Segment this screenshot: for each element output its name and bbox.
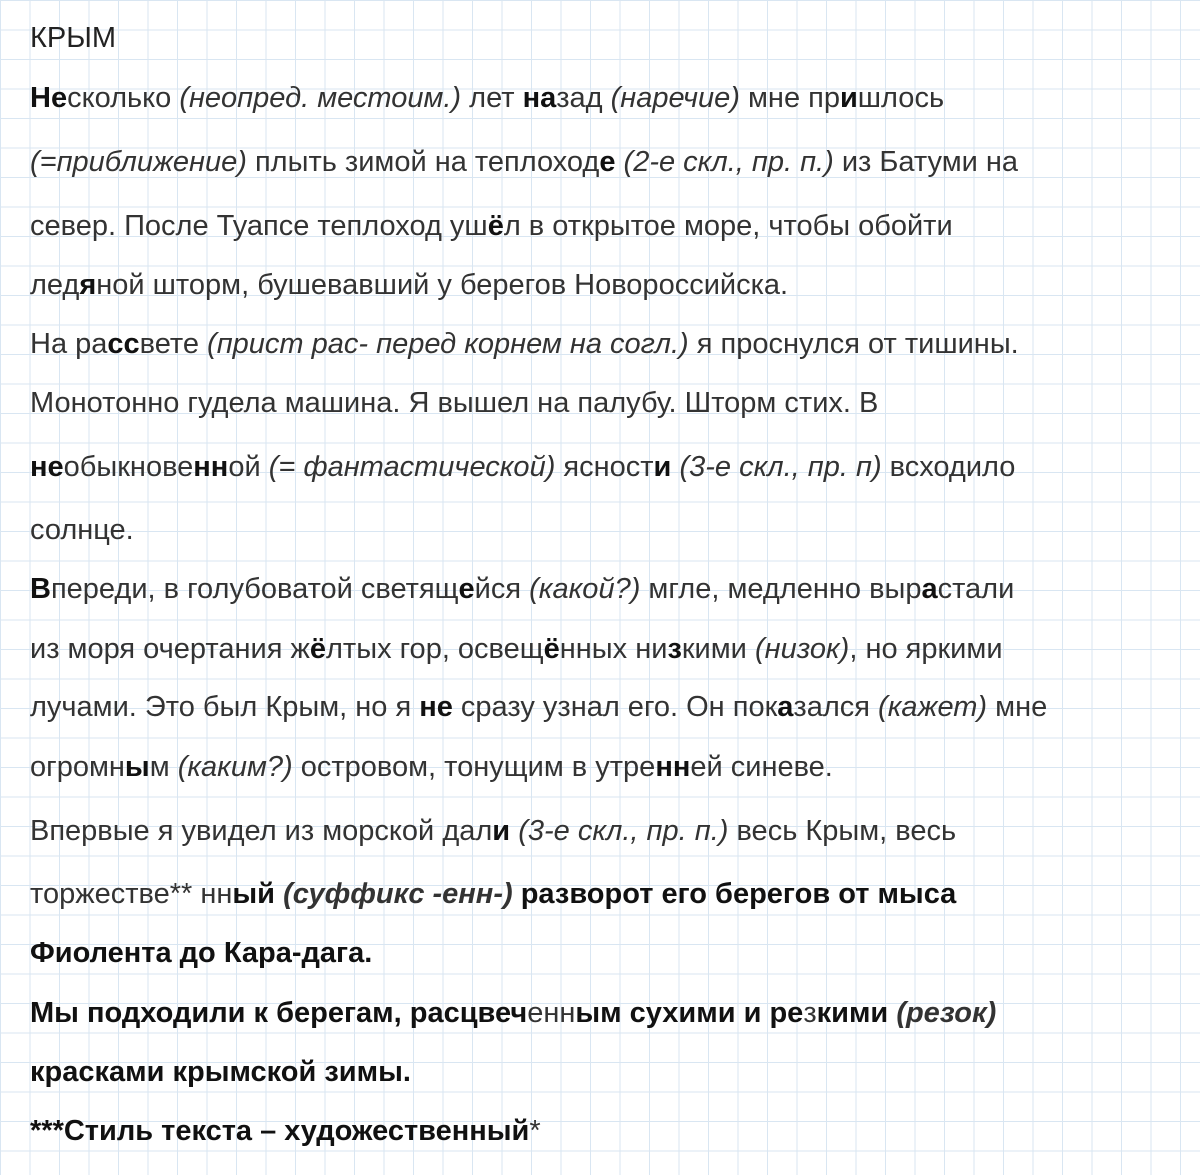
grammar-note: (неопред. местоим.) (179, 82, 462, 114)
highlighted-letters: е (599, 146, 616, 178)
text-run: ей синеве. (690, 751, 833, 783)
text-run: ой (228, 451, 269, 483)
text-line (30, 267, 788, 303)
text-line (30, 208, 953, 244)
grammar-note: (=приближение) (30, 146, 247, 178)
text-run: зад (556, 82, 611, 114)
text-run: На ра (30, 328, 108, 360)
text-line (30, 876, 956, 912)
bold-grammar-note: (резок) (896, 997, 997, 1029)
highlighted-letters: и (492, 815, 511, 847)
text-run: лед (30, 269, 80, 301)
highlighted-letters: з (667, 633, 682, 665)
grammar-note: (низок) (754, 633, 850, 665)
highlighted-letters: и (653, 451, 672, 483)
text-run: островом, тонущим в утре (292, 751, 656, 783)
highlighted-letters: а (921, 573, 938, 605)
text-run: весь Крым, весь (728, 815, 957, 847)
text-run: л в открытое море, чтобы обойти (503, 210, 953, 242)
highlighted-letters: красками крымской зимы. (30, 1056, 411, 1088)
text-run: ной шторм, бушевавший у берегов Новороссийска. (96, 269, 789, 301)
text-run: огромн (30, 751, 125, 783)
text-run: север. После Туапсе теплоход уш (30, 210, 488, 242)
text-run: зался (793, 691, 879, 723)
text-run: кими (681, 633, 755, 665)
text-line (30, 80, 944, 116)
text-run: лтых гор, освещ (326, 633, 544, 665)
text-line (30, 689, 1047, 725)
grammar-note: (прист рас- перед корнем на согл.) (207, 328, 689, 360)
text-run: мне (987, 691, 1048, 723)
grammar-note: (2-е скл., пр. п.) (623, 146, 834, 178)
text-run: лучами. Это был Крым, но я (30, 691, 420, 723)
page-title: КРЫМ (30, 22, 117, 54)
text-run: плыть зимой на теплоход (246, 146, 600, 178)
text-run: вете (139, 328, 208, 360)
text-run: Впервые я увидел из морской дал (30, 815, 493, 847)
text-line (30, 512, 134, 548)
text-line (30, 1113, 541, 1149)
text-run: солнце. (30, 514, 134, 546)
text-run: * (529, 1115, 541, 1147)
text-line (30, 1054, 411, 1090)
text-run: м (149, 751, 178, 783)
text-line (30, 385, 878, 421)
highlighted-letters: Фиолента до Кара-дага. (30, 937, 373, 969)
grammar-note: (каким?) (177, 751, 293, 783)
text-run: , но яркими (849, 633, 1003, 665)
highlighted-letters: разворот его берегов от мыса (512, 878, 957, 910)
text-run: переди, в голубоватой светящ (50, 573, 459, 605)
highlighted-letters: и (839, 82, 858, 114)
highlighted-letters: я (79, 269, 97, 301)
text-run: из Батуми на (833, 146, 1019, 178)
text-run: обыкнове (63, 451, 194, 483)
bold-grammar-note: (суффикс -енн-) (283, 878, 513, 910)
highlighted-letters: В (30, 573, 51, 605)
text-run: я проснулся от тишины. (688, 328, 1019, 360)
highlighted-letters: Не (30, 82, 68, 114)
text-line (30, 571, 1014, 607)
highlighted-letters: Мы подходили к берегам, расцвеч (30, 997, 528, 1029)
text-line (30, 449, 1015, 485)
text-run: йся (474, 573, 530, 605)
text-run: енн (527, 997, 576, 1029)
text-run (615, 146, 623, 178)
text-line (30, 995, 996, 1031)
text-line (30, 326, 1019, 362)
text-line (30, 631, 1003, 667)
text-run: всходило (881, 451, 1016, 483)
highlighted-letters: ё (543, 633, 560, 665)
text-run: шлось (857, 82, 945, 114)
text-line (30, 144, 1018, 180)
grammar-note: (наречие) (610, 82, 740, 114)
highlighted-letters: нн (193, 451, 229, 483)
text-line (30, 813, 956, 849)
highlighted-letters: а (777, 691, 794, 723)
highlighted-letters: не (419, 691, 453, 723)
highlighted-letters: ым сухими и ре (575, 997, 804, 1029)
text-run: из моря очертания ж (30, 633, 310, 665)
text-run: сколько (67, 82, 180, 114)
grammar-note: (3-е скл., пр. п) (679, 451, 882, 483)
text-run: з (803, 997, 817, 1029)
highlighted-letters: сс (107, 328, 140, 360)
text-run: ясност (555, 451, 654, 483)
highlighted-letters: ый (232, 878, 284, 910)
text-run: сразу узнал его. Он пок (452, 691, 778, 723)
highlighted-letters: на (522, 82, 557, 114)
text-run: лет (461, 82, 523, 114)
text-run: мне пр (739, 82, 840, 114)
grammar-note: (какой?) (529, 573, 641, 605)
highlighted-letters: е (458, 573, 475, 605)
highlighted-letters: ***Стиль текста – художественный (30, 1115, 530, 1147)
text-run: Монотонно гудела машина. Я вышел на палубу. Шторм стих. В (30, 387, 879, 419)
highlighted-letters: ы (124, 751, 150, 783)
text-line (30, 935, 372, 971)
highlighted-letters: ё (309, 633, 327, 665)
highlighted-letters: ё (487, 210, 504, 242)
grammar-note: (3-е скл., пр. п.) (518, 815, 729, 847)
grammar-note: (= фантастической) (268, 451, 556, 483)
text-run: нных ни (559, 633, 668, 665)
text-run (510, 815, 518, 847)
highlighted-letters: не (30, 451, 64, 483)
highlighted-letters: кими (816, 997, 897, 1029)
text-run: мгле, медленно выр (640, 573, 922, 605)
text-line (30, 749, 833, 785)
text-run: стали (937, 573, 1015, 605)
text-run: торжестве** нн (30, 878, 233, 910)
highlighted-letters: нн (655, 751, 691, 783)
grammar-note: (кажет) (878, 691, 988, 723)
